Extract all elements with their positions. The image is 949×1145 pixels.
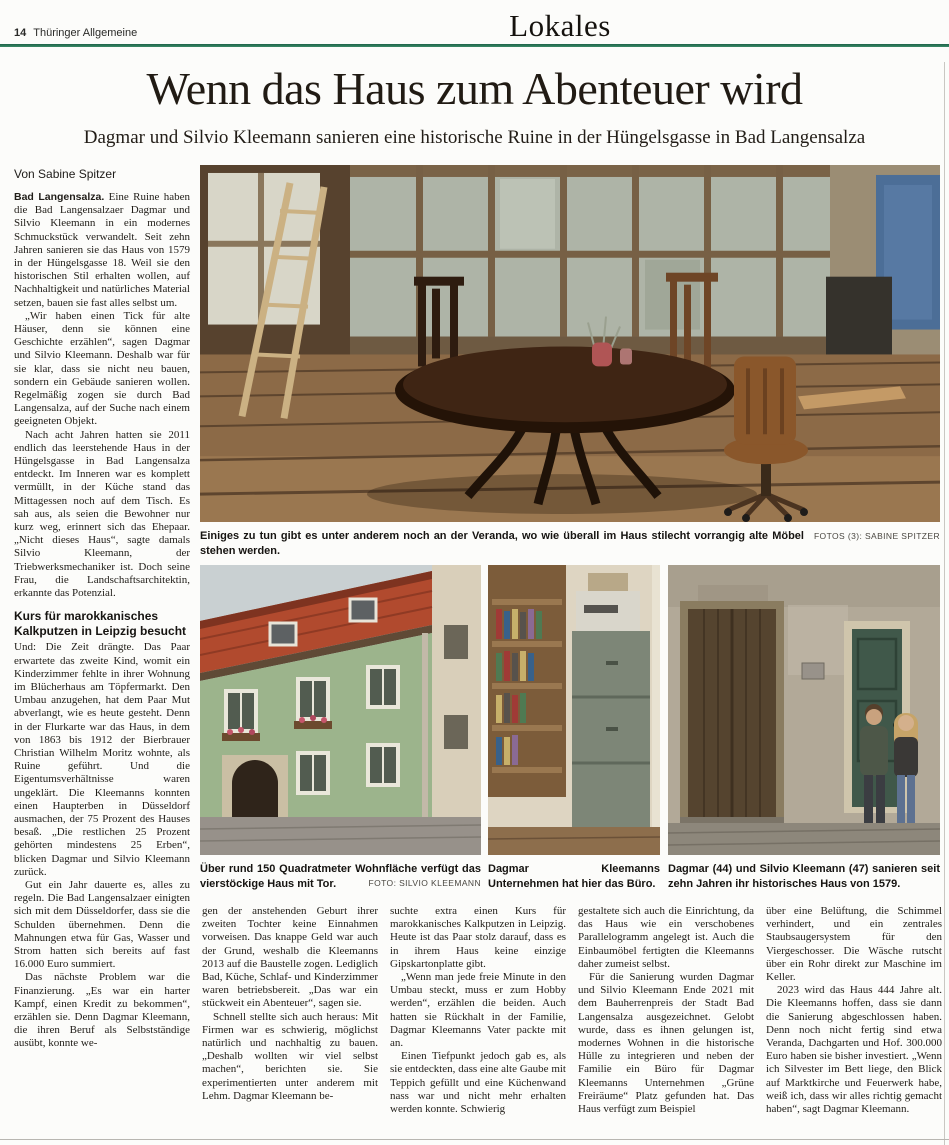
masthead: Thüringer Allgemeine — [33, 27, 138, 39]
article-headline: Wenn das Haus zum Abenteuer wird — [146, 63, 803, 114]
folio — [14, 27, 137, 39]
bottom-column-2 — [390, 905, 566, 1137]
paragraph: Für die Sanierung wurden Dagmar und Silvio Kleemann Ende 2021 mit dem Bauherrenpreis der Stadt Bad Langensalza ausgezeichnet. Gelobt wurde, dass es ihnen gelungen ist, modernes Wohnen in die historische Hülle zu integrieren und neben der Familie ein Büro für Dagmar Kleemanns Unternehmen „Grüne Freiräume“ Platz gefunden hat. Das Haus verfügt zum Beispiel — [578, 971, 754, 1116]
veranda-interior-illustration — [200, 165, 940, 522]
section-rule — [0, 44, 949, 47]
main-photo-caption — [200, 529, 940, 558]
couple-photo-caption: Dagmar (44) und Silvio Kleemann (47) sanieren seit zehn Jahren ihr historisches Haus von 1579. — [668, 863, 940, 890]
couple-at-house-illustration — [668, 565, 940, 855]
paragraph: Einen Tiefpunkt jedoch gab es, als sie entdeckten, dass eine alte Gaube mit Teppich gefüllt und eine Küchenwand nass war und nicht mehr erhalten werden konnte. Schwierig — [390, 1050, 566, 1116]
office-photo-caption: Dagmar Kleemanns Unternehmen hat hier das Büro. — [488, 863, 660, 890]
paragraph: Und: Die Zeit drängte. Das Paar erwartete das zweite Kind, womit ein Kinderzimmer fehlte in ihrer Wohnung im Blücherhaus am Töpfermarkt. Den Umbau anzugehen, hat dem Paar Mut abverlangt, wie es heute gesteht. Denn in der Flurkarte war das Haus, in dem von 1863 bis 1912 der Bierbrauer Christian Wilhelm Moritz wohnte, als Ruine geführt. Und die Eigentumsverhältnisse waren ungeklärt. Die Kleemanns konnten einen Haupterben in Düsseldorf ausmachen, der 75 Prozent des Hauses besaß. „Die restlichen 25 Prozent gehörten mindestens 25 Erben“, blicken Dagmar und Silvio Kleemann zurück. — [14, 641, 190, 878]
paragraph: gestaltete sich auch die Einrichtung, da das Haus wie ein verschobenes Parallelogramm angelegt ist. Auch die Einbaumöbel fertigten die Kleemanns daher zumeist selbst. — [578, 905, 754, 970]
photo-credit: FOTO: SILVIO KLEEMANN — [368, 877, 481, 888]
crosshead: Kurs für marokkanisches Kalkputzen in Leipzig besucht — [14, 609, 187, 638]
paragraph-text: Eine Ruine haben die Bad Langensalzaer Dagmar und Silvio Kleemann in ein modernes Schmuckstück verwandelt. Seit zehn Jahren sanieren sie das Haus von 1579 in der Hüngelsgasse 18. Weil sie den historischen Stil erhalten wollen, auf Nachhaltigkeit und natürliches Material setzen, bauen sie fast alles selbst um. — [14, 191, 190, 309]
paragraph — [14, 191, 190, 310]
paragraph: Das nächste Problem war die Finanzierung. „Es war ein harter Kampf, einen Kredit zu bekommen“, erzählen sie. Denn Dagmar Kleemann, die ihren Beruf als Selbstständige ausübt, konnte we- — [14, 971, 190, 1050]
house-photo — [200, 565, 481, 855]
bottom-column-4 — [766, 905, 942, 1137]
office-interior-illustration — [488, 565, 660, 855]
paragraph: „Wenn man jede freie Minute in den Umbau steckt, muss er zum Hobby werden“, erzählen die beiden. Auch hatten sie Rückhalt in der Familie, Dagmar Kleemanns Vater packte mit an. — [390, 971, 566, 1050]
paragraph: gen der anstehenden Geburt ihrer zweiten Tochter keine Einnahmen vorweisen. Das knappe Geld war auch der Grund, weshalb die Kleemanns 2013 auf die Baustelle zogen. Lediglich Bad, Küche, Schlaf- und Kinderzimmer waren betriebsbereit. „Das war ein stückweit ein Abenteuer“, sagen sie. — [202, 905, 378, 1010]
paragraph: über eine Belüftung, die Schimmel verhindert, und ein zentrales Staubsaugersystem für den Viergeschosser. Die Wäsche rutscht über ein Rohr direkt zur Maschine im Keller. — [766, 905, 942, 984]
bottom-column-1 — [202, 905, 378, 1137]
house-facade-illustration — [200, 565, 481, 855]
main-photo-veranda — [200, 165, 940, 522]
paragraph: Schnell stellte sich auch heraus: Mit Firmen war es schwierig, möglichst natürlich und nachhaltig zu bauen. „Deshalb wollten wir viel selbst machen“, berichten sie. Sie experimentierten unter anderem mit Lehm. Dagmar Kleemann be- — [202, 1010, 378, 1102]
caption-text: Über rund 150 Quadratmeter Wohnfläche verfügt das vierstöckige Haus mit Tor. — [200, 863, 481, 890]
couple-photo — [668, 565, 940, 855]
page-edge-vertical — [944, 62, 945, 1145]
paragraph: Gut ein Jahr dauerte es, alles zu regeln. Die Bad Langensalzaer einigten sich mit dem Düsseldorfer, dass sie die Schulden übernehmen. Denn die Mahnungen etwa für Gas, Wasser und Strom hatten sich bereits auf fast 16.000 Euro summiert. — [14, 878, 190, 971]
office-photo — [488, 565, 660, 855]
left-column — [14, 191, 190, 1138]
photo-credit: FOTOS (3): SABINE SPITZER — [813, 531, 940, 541]
page-edge-bottom — [0, 1139, 949, 1140]
paragraph: 2023 wird das Haus 444 Jahre alt. Die Kleemanns hoffen, dass sie dann die Sanierung abgeschlossen haben. Denn noch nicht fertig sind etwa Veranda, Dachgarten und Hof. 300.000 Euro haben sie bisher investiert. „Wenn ich Silvester im Bett liege, den Blick auf Marktkirche und Feuerwerk habe, weiß ich, dass wir alles richtig gemacht haben“, sagt Dagmar Kleemann. — [766, 984, 942, 1116]
house-photo-caption — [200, 862, 481, 891]
paragraph: Nach acht Jahren hatten sie 2011 endlich das leerstehende Haus in der Hüngelsgasse in Bad Langensalza entdeckt. Im Inneren war es komplett vermüllt, in der Küche stand das Mittagessen noch auf dem Tisch. Es sah aus, als seien die Bewohner nur kurz weg, erinnert sich das Ehepaar. „Nicht dieses Haus“, sagte damals Silvio Kleemann, der Triebwerksmechaniker ist. Doch seine Frau, die Landschaftsarchitektin, erkannte das Potenzial. — [14, 428, 190, 600]
byline: Von Sabine Spitzer — [14, 167, 117, 181]
paragraph: „Wir haben einen Tick für alte Häuser, denn sie können eine Geschichte erzählen“, sagen Dagmar und Silvio Kleemann. Deshalb war für sie klar, dass sie nicht neu bauen, sondern ein Gebäude sanieren wollen. Regelmäßig zogen sie durch Bad Langensalza, auf der Suche nach einem geeigneten Objekt. — [14, 309, 190, 428]
caption-text: Einiges zu tun gibt es unter anderem noch an der Veranda, wo wie überall im Haus stilecht vorrangig alte Möbel stehen werden. — [200, 530, 804, 557]
section-title: Lokales — [509, 8, 611, 43]
bottom-column-3 — [578, 905, 754, 1137]
paragraph: suchte extra einen Kurs für marokkanisches Kalkputzen in Leipzig. Heute ist das Paar stolz darauf, dass es in ihrem Haus keine einzige Gipskartonplatte gibt. — [390, 905, 566, 970]
dateline: Bad Langensalza. — [14, 191, 105, 203]
page-number: 14 — [14, 27, 27, 39]
article-subheadline: Dagmar und Silvio Kleemann sanieren eine historische Ruine in der Hüngelsgasse in Bad Langensalza — [83, 127, 866, 148]
